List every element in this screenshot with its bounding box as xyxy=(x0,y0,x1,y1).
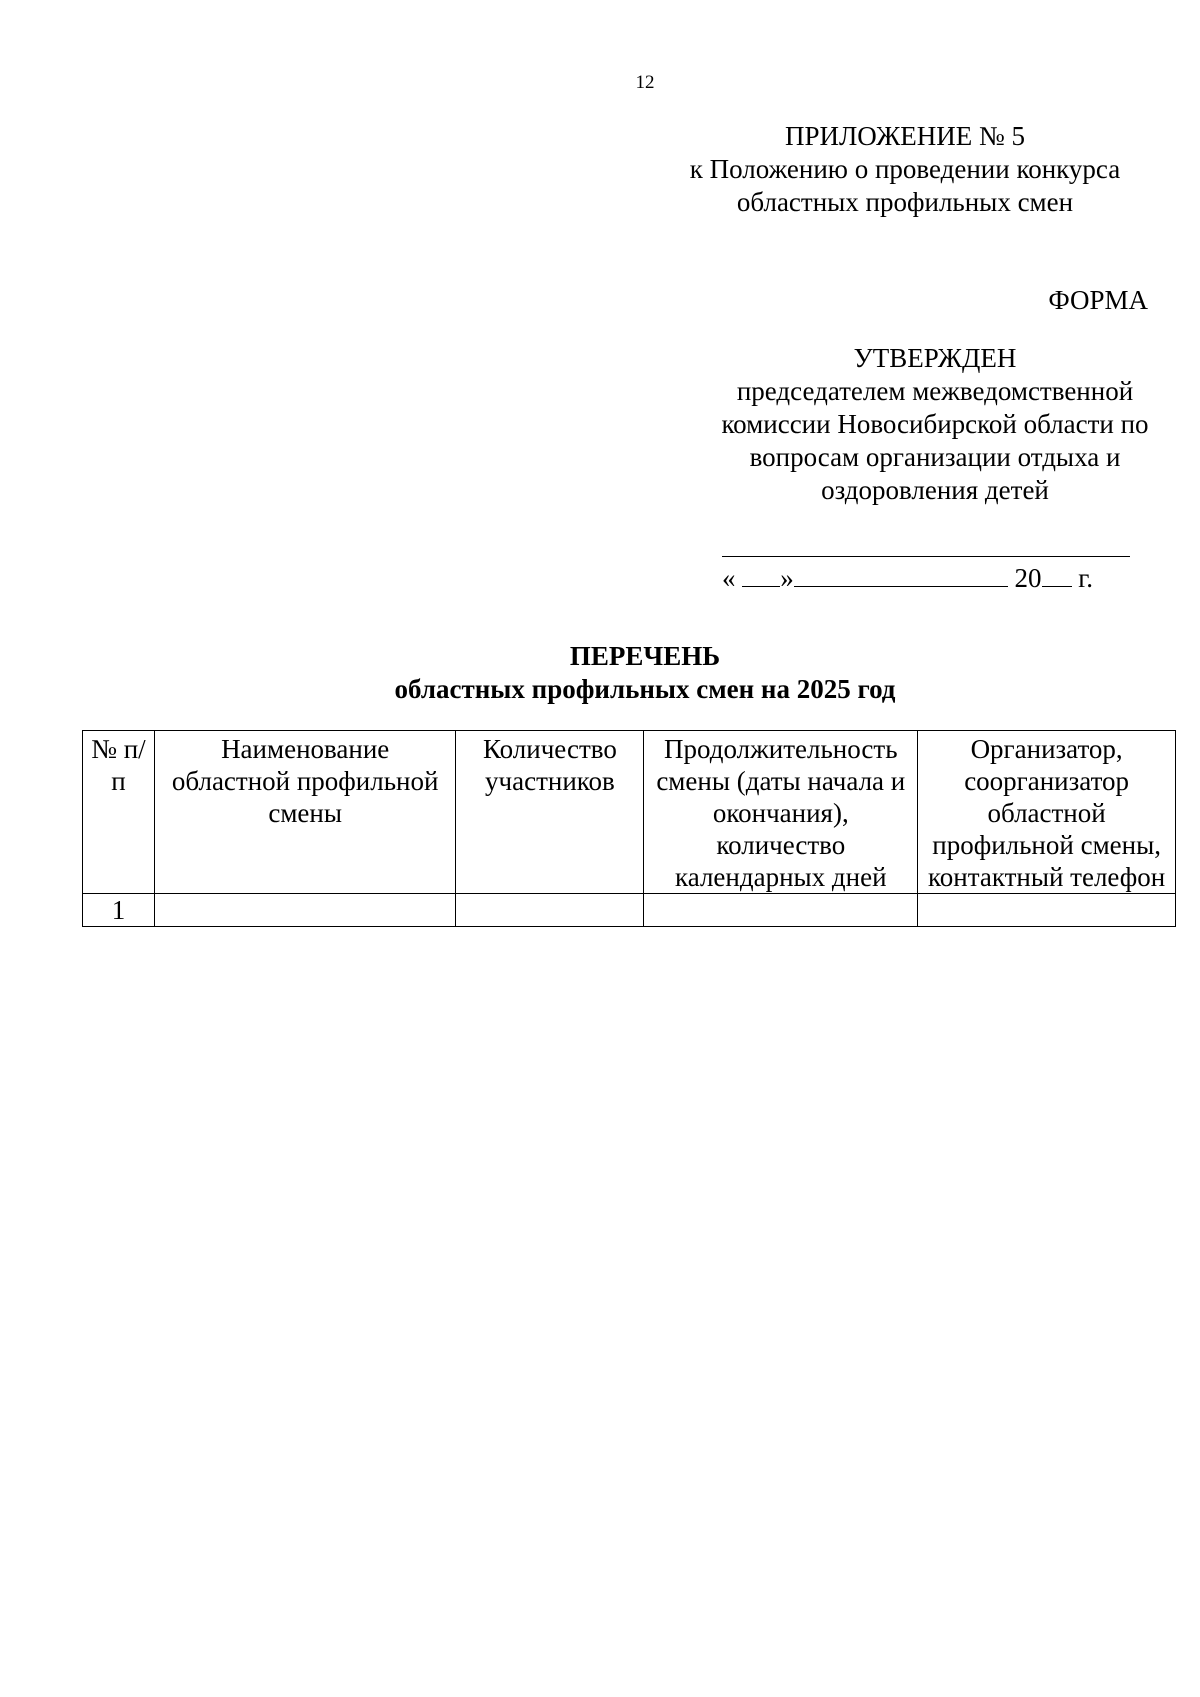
day-blank xyxy=(742,562,780,587)
header-number: № п/п xyxy=(83,731,155,894)
approval-block xyxy=(680,342,1190,507)
header-organizer: Организатор, соорганизатор областной профильной смены, контактный телефон xyxy=(918,731,1176,894)
header-participants: Количество участников xyxy=(456,731,644,894)
signature-line xyxy=(722,556,1130,557)
list-title-sub: областных профильных смен на 2025 год xyxy=(394,674,896,704)
list-title-main: ПЕРЕЧЕНЬ xyxy=(569,641,721,671)
appendix-reference: к Положению о проведении конкурса xyxy=(689,154,1121,184)
cell-participants xyxy=(456,894,644,927)
month-blank xyxy=(794,562,1008,587)
year-blank xyxy=(1042,562,1072,587)
appendix-reference-cont: областных профильных смен xyxy=(736,187,1074,217)
approval-line-2: комиссии Новосибирской области по xyxy=(721,409,1149,439)
cell-duration xyxy=(644,894,918,927)
cell-number: 1 xyxy=(83,894,155,927)
date-open-quote: « xyxy=(722,563,736,593)
list-title xyxy=(0,640,1200,706)
page-number: 12 xyxy=(635,72,655,93)
header-shift-name: Наименование областной профильной смены xyxy=(154,731,456,894)
date-close-quote: » xyxy=(780,563,794,593)
year-suffix: г. xyxy=(1078,563,1094,593)
approval-line-4: оздоровления детей xyxy=(821,475,1049,505)
cell-organizer xyxy=(918,894,1176,927)
appendix-number: ПРИЛОЖЕНИЕ № 5 xyxy=(784,121,1026,151)
approval-title: УТВЕРЖДЕН xyxy=(853,343,1017,373)
cell-shift-name xyxy=(154,894,456,927)
approval-line-3: вопросам организации отдыха и xyxy=(749,442,1121,472)
table-header-row xyxy=(83,731,1176,894)
appendix-heading xyxy=(650,120,1160,219)
header-duration: Продолжительность смены (даты начала и окончания), количество календарных дней xyxy=(644,731,918,894)
form-label: ФОРМА xyxy=(1048,285,1148,315)
shifts-table xyxy=(82,730,1176,927)
year-prefix: 20 xyxy=(1014,563,1042,593)
approval-line-1: председателем межведомственной xyxy=(736,376,1134,406)
date-line xyxy=(722,562,1093,594)
table-row xyxy=(83,894,1176,927)
